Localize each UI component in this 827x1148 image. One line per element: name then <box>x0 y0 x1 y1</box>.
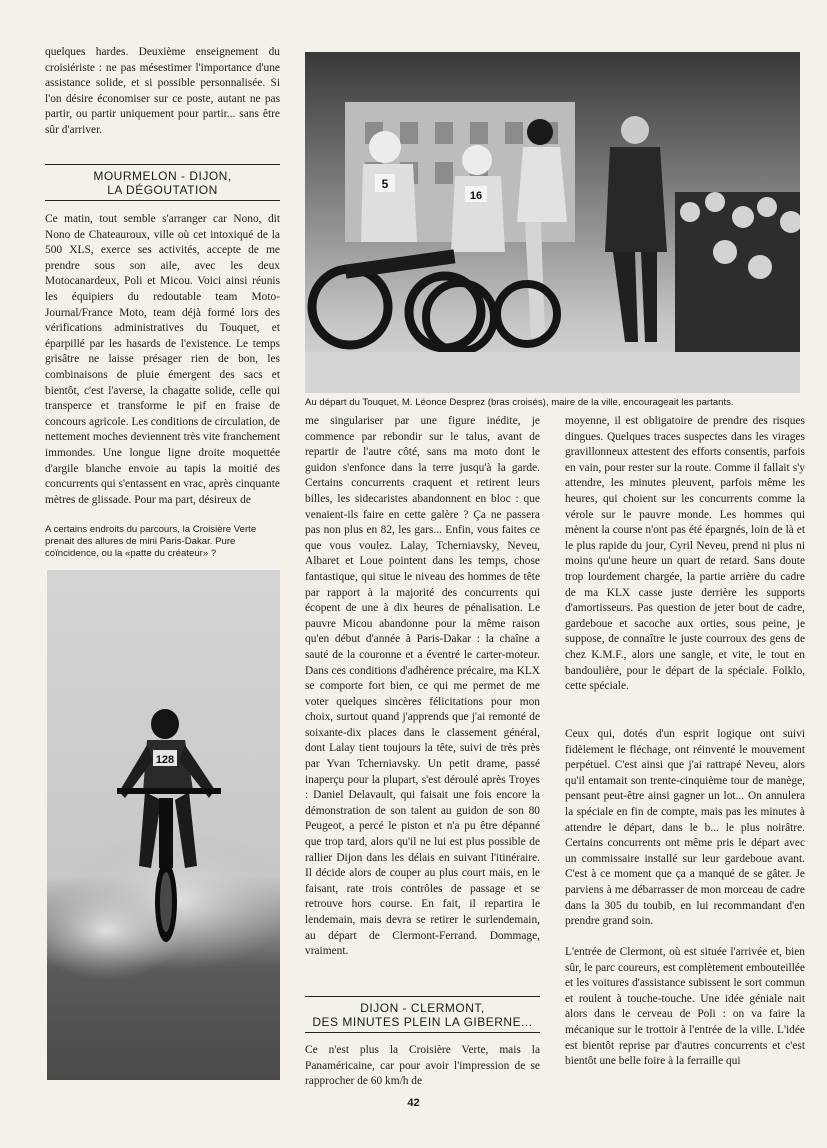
section-heading-line: DIJON - CLERMONT, <box>360 1001 485 1015</box>
section-heading-line: LA DÉGOUTATION <box>107 183 218 197</box>
column3-end-text: L'entrée de Clermont, où est située l'arrivée et, bien sûr, le parc coureurs, est complètement embouteillée et les voitures d'assistance subissent le sort commun et roulent à touche-touche. Une idée géniale nait alors dans le cerveau de Poli : on va faire la mécanique sur le trottoir à l'entrée de la ville. L'idée est bientôt reprise par d'autres concurrents et c'est bientôt une belle foire à la ferraille qui <box>565 946 805 1068</box>
column3-body <box>565 414 805 695</box>
photo-start-illustration <box>305 52 800 393</box>
column2-body-text: me singulariser par une figure inédite, je commence par rebondir sur le talus, avant de repartir de l'autre côté, sans ma moto dont le guidon s'enfonce dans la terre jusqu'à la garde. Certains concurrents craquent et retirent leurs billes, les sidecaristes abandonnent en bloc : que venaient-ils faire en cette galère ? Ça ne passera pas non plus en 82, les gars... Enfin, vous faites ce que vous voulez. Lalay, Tcherniavsky, Neveu, Albaret et Loue pointent dans les temps, chose fantastique, qui situe le niveau des hommes de tête par rapport à la majorité des concurrents qui écopent de une à dix heures de pénalisation. Le pauvre Micou abandonne pour la même raison qu'en début d'année à Paris-Dakar : la chaîne a sauté de la couronne et a éventré le carter-moteur. Dans ces conditions d'adhérence précaire, ma KLX se comporte fort bien, ce qui me permet de me voter quelques sincères félicitations pour mon choix, surtout quand j'apprends que j'ai remonté de soixante-dix places dans le classement général, dont Lalay tient toujours la tête, suivi de très près par Yvan Tcherniavsky. Un petit drame, passé inaperçu pour la plupart, s'est déroulé après Troyes : Daniel Delavault, qui faisait une fois encore la démonstration de son talent au guidon de son 80 Peugeot, a percé le piston et n'a pu être dépanné que trop tard, alors qu'il ne lui est plus possible de rallier Dijon dans les délais en suivant l'itinéraire. Il décide alors de couper au plus court mais, en le faisant, rate trois contrôles de passage et se retrouve hors course. En fait, il repartira le lendemain, mais devra se retirer le surlendemain, au départ de Clermont-Ferrand. Dommage, vraiment. <box>305 415 540 958</box>
photo-rider-dust <box>47 570 280 1080</box>
page-number: 42 <box>407 1097 420 1109</box>
section-heading-mourmelon-dijon <box>45 164 280 201</box>
column3-body-text: moyenne, il est obligatoire de prendre des risques dingues. Quelques traces suspectes dans les virages gravillonneux attestent des efforts consentis, parfois en vain, pour rester sur la route. Comme il fallait s'y attendre, les minutes pleuvent, parfois même les heures, qui choient sur les concurrents comme la vérole sur le pauvre monde. Les hommes qui mènent la course n'ont pas été épargnés, loin de là et le plus rapide du jour, Cyril Neveu, prend ni plus ni moins qu'une heure un quart de retard. Sans doute trop lourdement chargée, la partie arrière du cadre de ma KLX casse juste derrière les supports d'amortisseurs. Pas question de jeter bout de cadre, gardeboue et sacoche aux orties, sous peine, je suppose, de connaître le juste courroux des gens de chez K.M.F., alors une sangle, et vite, le tout en bandoulière, pour le départ de la spéciale. Folklo, cette spéciale. <box>565 415 805 693</box>
photo-rider-illustration <box>47 570 280 1080</box>
column1-body-text: Ce matin, tout semble s'arranger car Nono, dit Nono de Chateauroux, ville où cet intoxiqué de la 500 XLS, exerce ses activités, accepte de me prendre sous son aile, avec les deux Motocanardeux, Poli et Micou. Voici ainsi réunis les équipiers du redoutable team Moto-Journal/France Moto, team déjà formé lors des vérifications administratives du Touquet, et éparpillé par les hasards de l'existence. Le temps grisâtre ne laisse présager rien de bon, les combinaisons de pluie émergent des sacs et bientôt, c'est l'averse, la chagatte solide, celle qui transperce et transforme le pif en fraise de concours agricole. Les conditions de circulation, de nettement moches deviennent très vite franchement immondes. Une longue ligne droite moquettée d'argile blanche envoie au tapis la moitié des concurrents qui s'entassent en vrac, après cinquante mètres de glissade. Pour ma part, désireux de <box>45 213 280 506</box>
column3-mid-text: Ceux qui, dotés d'un esprit logique ont suivi fidèlement le fléchage, ont réinventé le mouvement perpétuel. C'est ainsi que j'ai rattrapé Neveu, alors qu'il entamait son trente-cinquième tour de manège, pensant peut-être ainsi gagner un lot... On annulera la spéciale en fin de compte, mais pas les minutes à attendre le départ, dans le b... le plus noirâtre. Certains concurrents ont même pris le départ avec un commissaire installé sur leur gardeboue avant. C'est à ce moment que ça a manqué de se gâter. Je parviens à me débarrasser de mon morceau de cadre dans la 305 du toubib, en lui recommandant d'en prendre grand soin. <box>565 728 805 928</box>
rider-number-plate-right: 16 <box>469 190 483 202</box>
column2-end-text: Ce n'est plus la Croisière Verte, mais la Panaméricaine, car pour avoir l'impression de se rapprocher de 60 km/h de <box>305 1044 540 1088</box>
column2-body <box>305 414 540 960</box>
column1-intro <box>45 45 280 139</box>
column1-intro-text: quelques hardes. Deuxième enseignement du croisiériste : ne pas mésestimer l'importance d'une assistance solide, et si possible personnalisée. Si l'on désire économiser sur ce poste, autant ne pas partir, ou partir uniquement pour partir... sans être sûr d'arriver. <box>45 46 280 136</box>
section-heading-line: DES MINUTES PLEIN LA GIBERNE... <box>312 1015 533 1029</box>
column2-end <box>305 1043 540 1090</box>
column3-mid <box>565 727 805 930</box>
rider-number-plate-left: 5 <box>381 177 389 191</box>
column3-end <box>565 945 805 1070</box>
section-heading-line: MOURMELON - DIJON, <box>93 169 232 183</box>
column1-body <box>45 212 280 508</box>
rider-number-plate: 128 <box>155 754 175 766</box>
photo-caption-top: Au départ du Touquet, M. Léonce Desprez (bras croisés), maire de la ville, encourageait les partants. <box>305 397 734 408</box>
section-heading-dijon-clermont <box>305 996 540 1033</box>
photo-caption-left: A certains endroits du parcours, la Croisière Verte prenait des allures de mini Paris-Dakar. Pure coïncidence, ou la «patte du créateur» ? <box>45 524 257 559</box>
photo-le-touquet-start <box>305 52 800 393</box>
